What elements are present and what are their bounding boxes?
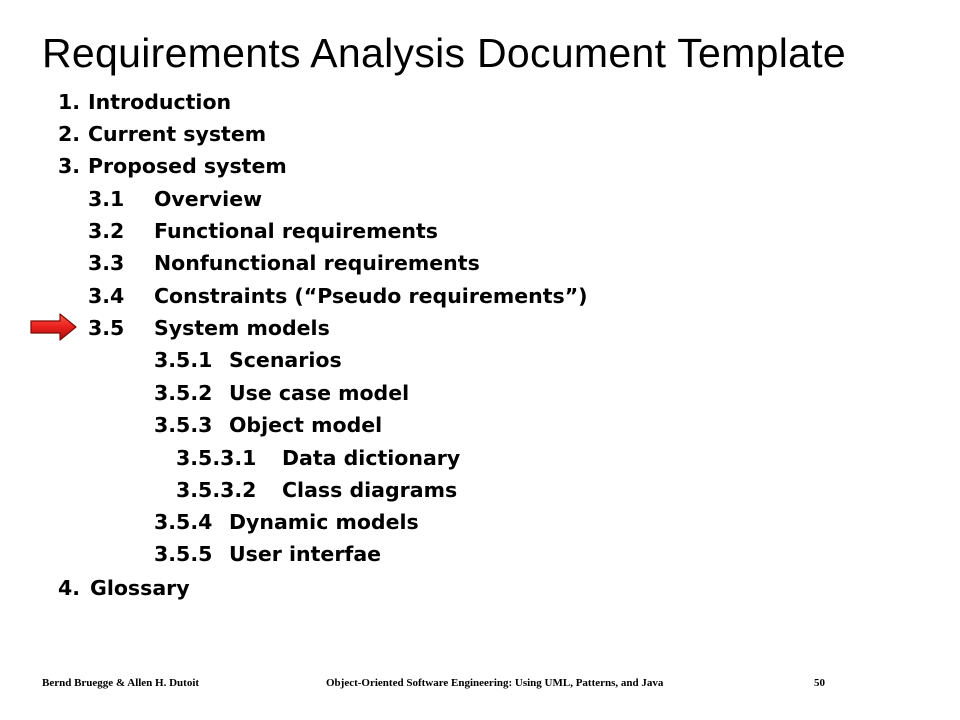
outline-item-label: Object model (229, 413, 383, 437)
outline-item (154, 409, 382, 441)
outline-item-label: Proposed system (88, 154, 287, 178)
footer-page-number: 50 (814, 677, 825, 689)
outline-item-number: 3.2 (88, 219, 125, 243)
outline-item (154, 344, 342, 376)
outline-item-number: 2. (58, 122, 81, 146)
outline-item (154, 506, 419, 538)
slide-title: Requirements Analysis Document Template (42, 30, 846, 76)
outline-item-number: 3.5 (88, 316, 125, 340)
outline-item (88, 280, 588, 312)
outline-item-label: User interfae (229, 542, 382, 566)
outline-item-number: 4. (58, 576, 81, 600)
red-arrow-icon (30, 313, 78, 341)
outline-item-label: Dynamic models (229, 510, 419, 534)
outline-item (58, 150, 287, 182)
outline-item (154, 538, 381, 570)
outline-item (58, 86, 231, 118)
outline-item (154, 377, 409, 409)
outline-item-number: 3.5.3.1 (176, 446, 257, 470)
outline-item-label: Current system (88, 122, 267, 146)
outline-item-number: 3.5.3.2 (176, 478, 257, 502)
outline-item-label: Introduction (88, 90, 232, 114)
outline-item (88, 215, 438, 247)
outline-item-label: Use case model (229, 381, 410, 405)
outline-item-label: Constraints (“Pseudo requirements”) (154, 284, 588, 308)
outline-item-number: 3.5.1 (154, 348, 213, 372)
outline-item-number: 3.1 (88, 187, 125, 211)
footer-book-title: Object-Oriented Software Engineering: Using UML, Patterns, and Java (326, 677, 664, 689)
outline-item-label: Class diagrams (282, 478, 458, 502)
outline-item-number: 3.5.4 (154, 510, 213, 534)
outline-item (88, 183, 262, 215)
outline-item-number: 3.3 (88, 251, 125, 275)
outline-item-label: Overview (154, 187, 263, 211)
outline-item-number: 3. (58, 154, 81, 178)
outline-item-number: 1. (58, 90, 81, 114)
outline-item (176, 442, 460, 474)
outline-item-number: 3.5.2 (154, 381, 213, 405)
outline-item-label: Nonfunctional requirements (154, 251, 480, 275)
outline-item (88, 312, 330, 344)
outline-item-label: System models (154, 316, 330, 340)
outline-item (88, 247, 480, 279)
outline-item-label: Data dictionary (282, 446, 461, 470)
outline-item-label: Scenarios (229, 348, 342, 372)
outline-item-number: 3.5.3 (154, 413, 213, 437)
outline-item (176, 474, 457, 506)
outline-item (58, 572, 190, 604)
outline-item-number: 3.5.5 (154, 542, 213, 566)
outline-item-label: Functional requirements (154, 219, 439, 243)
outline-item (58, 118, 266, 150)
outline-item-number: 3.4 (88, 284, 125, 308)
outline-item-label: Glossary (90, 576, 190, 600)
footer-authors: Bernd Bruegge & Allen H. Dutoit (42, 677, 200, 689)
